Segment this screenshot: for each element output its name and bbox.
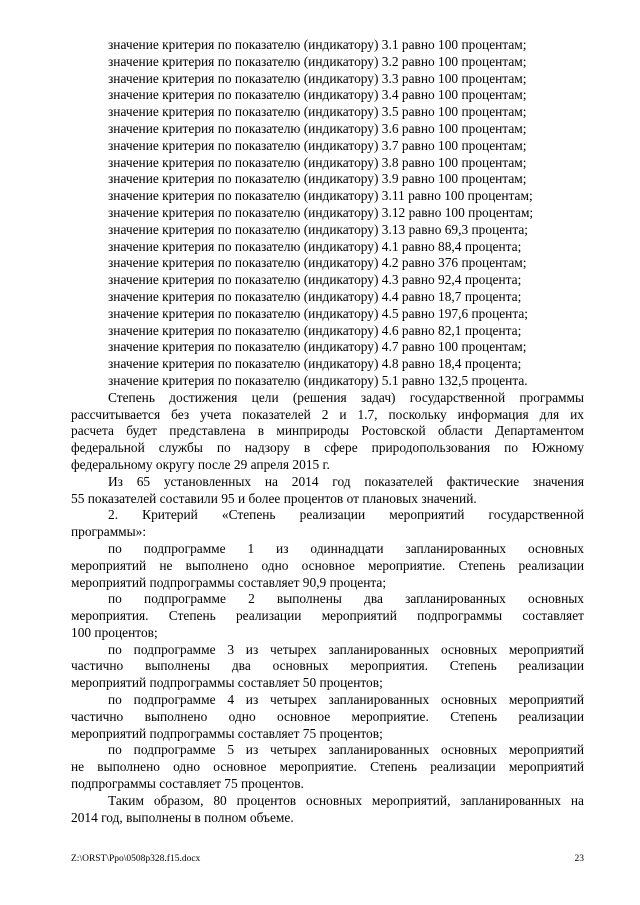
file-path: Z:\ORST\Ppo\0508p328.f15.docx — [71, 854, 201, 864]
criterion-line: значение критерия по показателю (индикатору) 3.9 равно 100 процентам; — [108, 171, 527, 187]
paragraph-line: мероприятия. Степень реализации мероприятий подпрограммы составляет — [71, 608, 584, 624]
paragraph-line: подпрограммы составляет 75 процентов. — [71, 776, 304, 792]
criterion-line: значение критерия по показателю (индикатору) 3.7 равно 100 процентам; — [108, 137, 527, 153]
paragraph-line: частично выполнены два основных мероприятия. Степень реализации — [71, 658, 584, 674]
paragraph — [71, 474, 584, 508]
paragraph-line: мероприятий подпрограммы составляет 75 процентов; — [71, 725, 383, 741]
criterion-line: значение критерия по показателю (индикатору) 4.4 равно 18,7 процента; — [108, 288, 522, 304]
criterion-line: значение критерия по показателю (индикатору) 3.5 равно 100 процентам; — [108, 104, 527, 120]
paragraph-line: мероприятий не выполнено одно основное мероприятие. Степень реализации — [71, 557, 584, 573]
paragraph — [71, 692, 584, 742]
paragraph-line: 2014 год, выполнены в полном объеме. — [71, 809, 294, 825]
paragraph-line: 55 показателей составили 95 и более процентов от плановых значений. — [71, 490, 477, 506]
criterion-line: значение критерия по показателю (индикатору) 3.13 равно 69,3 процента; — [108, 221, 529, 237]
paragraph-line: по подпрограмме 4 из четырех запланированных основных мероприятий — [108, 692, 584, 708]
criterion-line: значение критерия по показателю (индикатору) 4.1 равно 88,4 процента; — [108, 238, 522, 254]
criterion-line: значение критерия по показателю (индикатору) 3.11 равно 100 процентам; — [108, 188, 533, 204]
paragraph — [71, 390, 584, 474]
paragraph-line: по подпрограмме 2 выполнены два запланированных основных — [108, 591, 584, 607]
paragraph-line: не выполнено одно основное мероприятие. Степень реализации мероприятий — [71, 759, 584, 775]
paragraph-line: 100 процентов; — [71, 624, 158, 640]
paragraph-line: мероприятий подпрограммы составляет 90,9 процента; — [71, 574, 387, 590]
criterion-line: значение критерия по показателю (индикатору) 4.8 равно 18,4 процента; — [108, 356, 522, 372]
paragraph-line: Степень достижения цели (решения задач) государственной программы — [108, 389, 584, 405]
paragraph-line: программы»: — [71, 524, 147, 540]
criterion-line: значение критерия по показателю (индикатору) 3.12 равно 100 процентам; — [108, 204, 534, 220]
criterion-line: значение критерия по показателю (индикатору) 4.5 равно 197,6 процента; — [108, 305, 529, 321]
criterion-line: значение критерия по показателю (индикатору) 5.1 равно 132,5 процента. — [108, 372, 528, 388]
paragraph — [71, 507, 584, 541]
paragraph-line: по подпрограмме 5 из четырех запланированных основных мероприятий — [108, 742, 584, 758]
page-number: 23 — [574, 854, 584, 864]
criterion-line: значение критерия по показателю (индикатору) 4.3 равно 92,4 процента; — [108, 272, 522, 288]
paragraph-line: частично выполнено одно основное мероприятие. Степень реализации — [71, 708, 584, 724]
paragraph-line: по подпрограмме 3 из четырех запланированных основных мероприятий — [108, 641, 584, 657]
paragraph-line: федеральной службы по надзору в сфере природопользования по Южному — [71, 440, 584, 456]
paragraph — [71, 742, 584, 792]
criterion-line: значение критерия по показателю (индикатору) 4.2 равно 376 процентам; — [108, 255, 527, 271]
paragraph-line: мероприятий подпрограммы составляет 50 процентов; — [71, 675, 383, 691]
document-body — [71, 37, 584, 826]
criterion-line: значение критерия по показателю (индикатору) 3.1 равно 100 процентам; — [108, 37, 527, 52]
criterion-line: значение критерия по показателю (индикатору) 3.6 равно 100 процентам; — [108, 120, 527, 136]
paragraph — [71, 642, 584, 692]
paragraph-line: рассчитывается без учета показателей 2 и 1.7, поскольку информация для их — [71, 406, 584, 422]
paragraph — [71, 541, 584, 591]
paragraph — [71, 793, 584, 827]
criterion-line: значение критерия по показателю (индикатору) 3.2 равно 100 процентам; — [108, 53, 527, 69]
paragraph-line: Из 65 установленных на 2014 год показателей фактические значения — [108, 473, 584, 489]
paragraph-line: по подпрограмме 1 из одиннадцати запланированных основных — [108, 540, 584, 556]
paragraphs — [71, 390, 584, 827]
criterion-line: значение критерия по показателю (индикатору) 4.6 равно 82,1 процента; — [108, 322, 522, 338]
criterion-line: значение критерия по показателю (индикатору) 4.7 равно 100 процентам; — [108, 339, 527, 355]
paragraph-line: расчета будет представлена в минприроды Ростовской области Департаментом — [71, 423, 584, 439]
criterion-line: значение критерия по показателю (индикатору) 3.4 равно 100 процентам; — [108, 87, 527, 103]
criterion-line: значение критерия по показателю (индикатору) 3.3 равно 100 процентам; — [108, 70, 527, 86]
paragraph-line: 2. Критерий «Степень реализации мероприятий государственной — [108, 507, 584, 523]
criteria-list — [71, 37, 584, 390]
paragraph — [71, 591, 584, 641]
paragraph-line: федеральному округу после 29 апреля 2015 г. — [71, 456, 330, 472]
criterion-line: значение критерия по показателю (индикатору) 3.8 равно 100 процентам; — [108, 154, 527, 170]
paragraph-line: Таким образом, 80 процентов основных мероприятий, запланированных на — [108, 792, 584, 808]
